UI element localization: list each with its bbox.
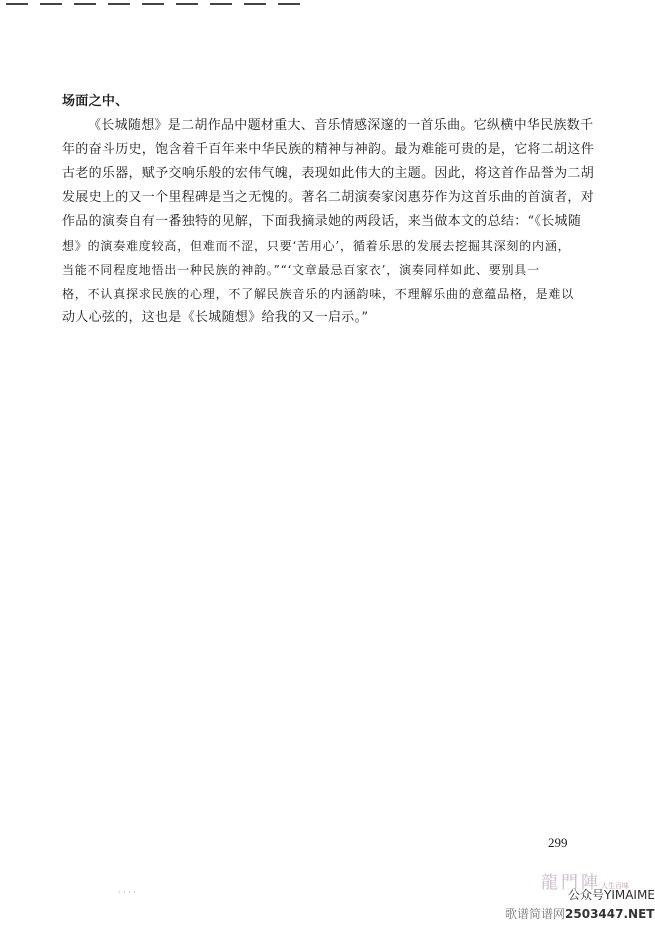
dash xyxy=(176,3,198,5)
dash xyxy=(210,3,232,5)
dash xyxy=(40,3,62,5)
watermark-site-prefix: 歌谱简谱网 xyxy=(505,907,566,921)
text-line: 场面之中、 xyxy=(62,94,129,109)
text-line: 作品的演奏自有一番独特的见解，下面我摘录她的两段话，来当做本文的总结：“《长城随 xyxy=(62,214,582,229)
watermark-account: 公众号YIMAIME xyxy=(568,888,655,902)
dash xyxy=(142,3,164,5)
text-line: 发展史上的又一个里程碑是当之无愧的。著名二胡演奏家闵惠芬作为这首乐曲的首演者，对 xyxy=(62,190,595,205)
watermark-site-suffix: 2503447.NET xyxy=(565,907,655,921)
text-line: 格，不认真探求民族的心理，不了解民族音乐的内涵韵味，不理解乐曲的意蕴品格，是难以 xyxy=(62,287,575,301)
dash xyxy=(244,3,266,5)
watermark-logo-text: 龍門陣 xyxy=(541,873,601,893)
text-line: 想》的演奏难度较高，但难而不涩，只要‘苦用心’，循着乐思的发展去挖掘其深刻的内涵， xyxy=(62,239,571,253)
dash xyxy=(108,3,130,5)
top-edge-dashes xyxy=(0,0,326,8)
text-line: 动人心弦的，这也是《长城随想》给我的又一启示。” xyxy=(62,310,369,325)
watermark-logo-small: 人生百味 xyxy=(601,882,629,890)
text-line: 年的奋斗历史，饱含着千百年来中华民族的精神与神韵。最为难能可贵的是，它将二胡这件 xyxy=(62,142,595,157)
page-number: 299 xyxy=(548,835,568,850)
watermark-site xyxy=(505,905,654,922)
dash xyxy=(278,3,300,5)
text-line: 当能不同程度地悟出一种民族的神韵。”“‘文章最忌百家衣’，演奏同样如此、要别具一 xyxy=(62,263,540,277)
text-line: 古老的乐器，赋予交响乐般的宏伟气魄，表现如此伟大的主题。因此，将这首作品誉为二胡 xyxy=(62,166,595,181)
bottom-marks: · · · · xyxy=(118,888,136,897)
dash xyxy=(6,3,28,5)
text-line: 《长城随想》是二胡作品中题材重大、音乐情感深邃的一首乐曲。它纵横中华民族数千 xyxy=(88,118,594,133)
dash xyxy=(74,3,96,5)
body-text xyxy=(62,90,602,330)
